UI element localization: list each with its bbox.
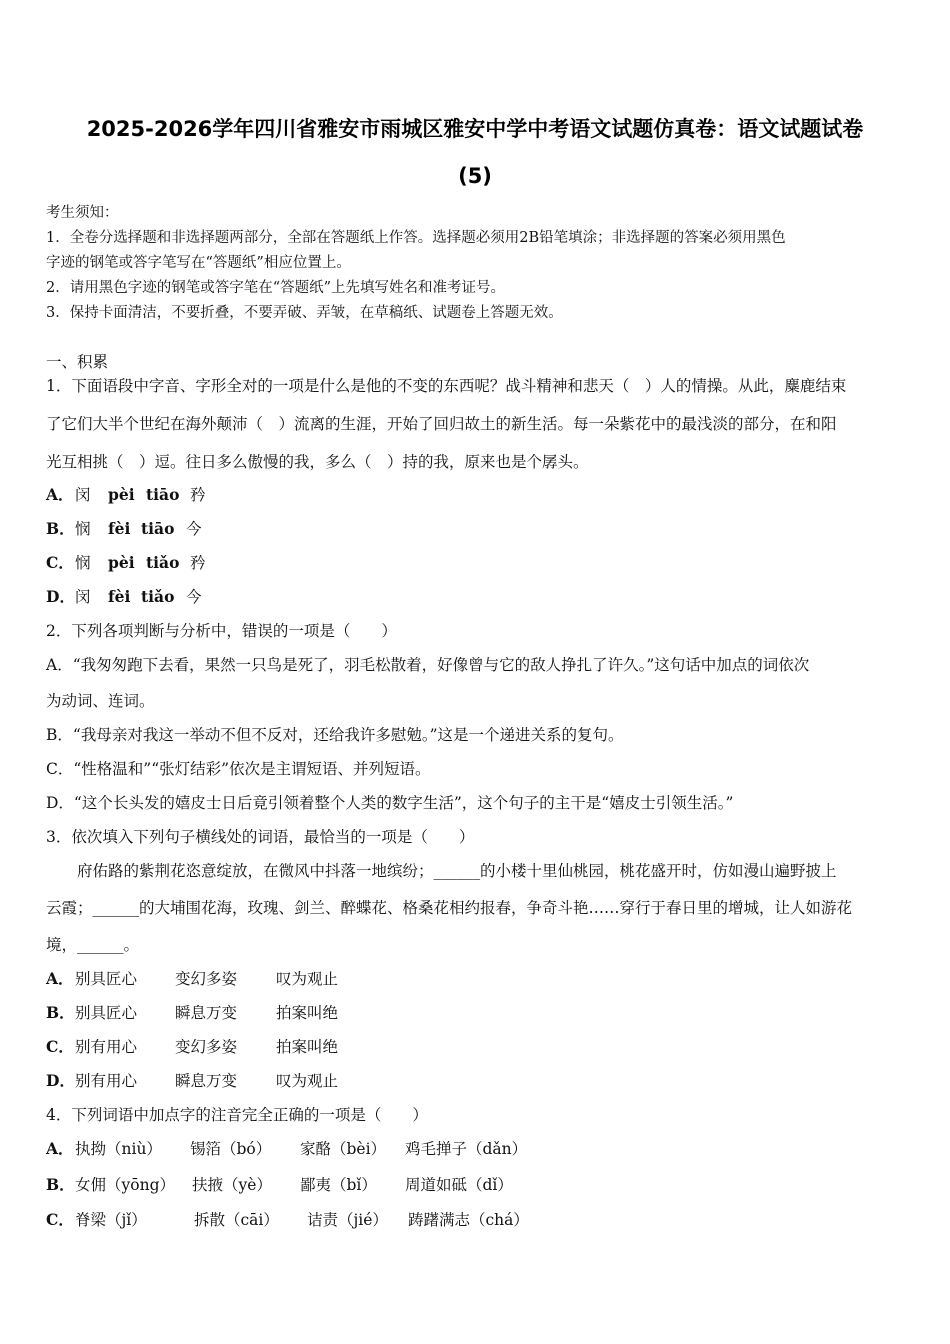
option-label: A．: [46, 969, 74, 988]
option-cell: 别有用心: [75, 1072, 138, 1090]
option-cell: 变幻多姿: [175, 1038, 238, 1056]
question-3-stem: 3．依次填入下列句子横线处的词语，最恰当的一项是（ ）: [46, 828, 475, 846]
section-heading: 一、积累: [46, 353, 109, 371]
option-cell: 瞬息万变: [175, 1072, 238, 1090]
question-2-option-c: C．“性格温和”“张灯结彩”依次是主谓短语、并列短语。: [46, 760, 431, 778]
option-cell: 鸡毛掸子（dǎn）: [405, 1140, 528, 1158]
option-cell: 家酪（bèi）: [300, 1140, 387, 1158]
question-3-passage: 云霞；______的大埔围花海，玫瑰、剑兰、醉蝶花、格桑花相约报春，争奇斗艳……穿行于春日里的增城，让人如游花: [46, 899, 853, 917]
question-1-text: 光互相挑（ ）逗。往日多么傲慢的我，多么（ ）持的我，原来也是个孱头。: [46, 453, 589, 471]
option-cell: 别具匠心: [75, 970, 138, 988]
option-label: A．: [46, 1139, 74, 1158]
question-2-option-b: B．“我母亲对我这一举动不但不反对，还给我许多慰勉。”这是一个递进关系的复句。: [46, 726, 624, 744]
question-4-stem: 4．下列词语中加点字的注音完全正确的一项是（ ）: [46, 1106, 428, 1124]
question-2-option-a-cont: 为动词、连词。: [46, 692, 155, 710]
question-2-stem: 2．下列各项判断与分析中，错误的一项是（ ）: [46, 622, 397, 640]
option-cell: pèi: [108, 553, 135, 572]
option-cell: 执拗（niù）: [75, 1140, 162, 1158]
option-cell: tiāo: [141, 519, 175, 538]
page-title-suffix: (5): [458, 164, 492, 188]
option-cell: pèi: [108, 485, 135, 504]
option-cell: 悯: [75, 520, 91, 538]
option-cell: 踌躇满志（chá）: [408, 1211, 529, 1229]
notice-item: 2．请用黑色字迹的钢笔或答字笔在“答题纸”上先填写姓名和准考证号。: [46, 280, 506, 296]
question-2-option-a: A．“我匆匆跑下去看，果然一只鸟是死了，羽毛松散着，好像曾与它的敌人挣扎了许久。”这句话中加点的词依次: [46, 656, 810, 674]
option-label: B．: [46, 519, 75, 538]
option-label: C．: [46, 553, 74, 572]
option-cell: 脊梁（jǐ）: [75, 1211, 147, 1229]
option-label: D．: [46, 1071, 75, 1090]
page-title: 2025-2026学年四川省雅安市雨城区雅安中学中考语文试题仿真卷：语文试题试卷: [86, 117, 864, 141]
option-cell: 变幻多姿: [175, 970, 238, 988]
option-cell: 悯: [75, 554, 91, 572]
option-cell: 矜: [190, 486, 206, 504]
option-cell: tiǎo: [146, 553, 180, 572]
option-cell: 拍案叫绝: [276, 1004, 339, 1022]
option-label: B．: [46, 1175, 75, 1194]
option-cell: tiǎo: [141, 587, 175, 606]
option-cell: 锡箔（bó）: [190, 1140, 272, 1158]
option-cell: 拆散（cāi）: [194, 1211, 279, 1229]
option-label: C．: [46, 1210, 74, 1229]
option-cell: 周道如砥（dǐ）: [405, 1176, 513, 1194]
notice-heading: 考生须知：: [46, 205, 119, 221]
notice-item: 3．保持卡面清洁，不要折叠，不要弄破、弄皱，在草稿纸、试题卷上答题无效。: [46, 305, 563, 321]
question-3-passage: 府佑路的紫荆花恣意绽放，在微风中抖落一地缤纷；______的小楼十里仙桃园，桃花盛开时，仿如漫山遍野披上: [46, 862, 837, 880]
option-cell: 叹为观止: [276, 1072, 339, 1090]
option-cell: 叹为观止: [276, 970, 339, 988]
question-2-option-d: D．“这个长头发的嬉皮士日后竟引领着整个人类的数字生活”，这个句子的主干是“嬉皮士引领生活。”: [46, 794, 734, 812]
option-label: D．: [46, 587, 75, 606]
option-label: A．: [46, 485, 74, 504]
option-cell: tiāo: [146, 485, 180, 504]
option-cell: 鄙夷（bǐ）: [300, 1176, 377, 1194]
option-cell: 今: [186, 520, 202, 538]
option-cell: 别具匠心: [75, 1004, 138, 1022]
question-3-passage: 境，______。: [46, 936, 140, 954]
option-cell: 今: [186, 588, 202, 606]
option-cell: 诘责（jié）: [307, 1211, 388, 1229]
question-1-text: 1．下面语段中字音、字形全对的一项是什么是他的不变的东西呢？战斗精神和悲天（ ）人的情操。从此，麋鹿结束: [46, 377, 847, 395]
option-cell: fèi: [108, 519, 131, 538]
option-cell: 闵: [75, 588, 91, 606]
question-1-text: 了它们大半个世纪在海外颠沛（ ）流离的生涯，开始了回归故土的新生活。每一朵紫花中的最浅淡的部分，在和阳: [46, 415, 837, 433]
option-cell: 闵: [75, 486, 91, 504]
option-cell: 瞬息万变: [175, 1004, 238, 1022]
notice-item: 1．全卷分选择题和非选择题两部分，全部在答题纸上作答。选择题必须用2B铅笔填涂；非选择题的答案必须用黑色: [46, 230, 786, 246]
option-cell: 女佣（yōng）: [75, 1176, 175, 1194]
notice-item: 字迹的钢笔或答字笔写在“答题纸”相应位置上。: [46, 255, 351, 271]
option-label: B．: [46, 1003, 75, 1022]
option-cell: 拍案叫绝: [276, 1038, 339, 1056]
option-cell: 别有用心: [75, 1038, 138, 1056]
option-label: C．: [46, 1037, 74, 1056]
option-cell: 矜: [190, 554, 206, 572]
option-cell: fèi: [108, 587, 131, 606]
option-cell: 扶掖（yè）: [192, 1176, 272, 1194]
